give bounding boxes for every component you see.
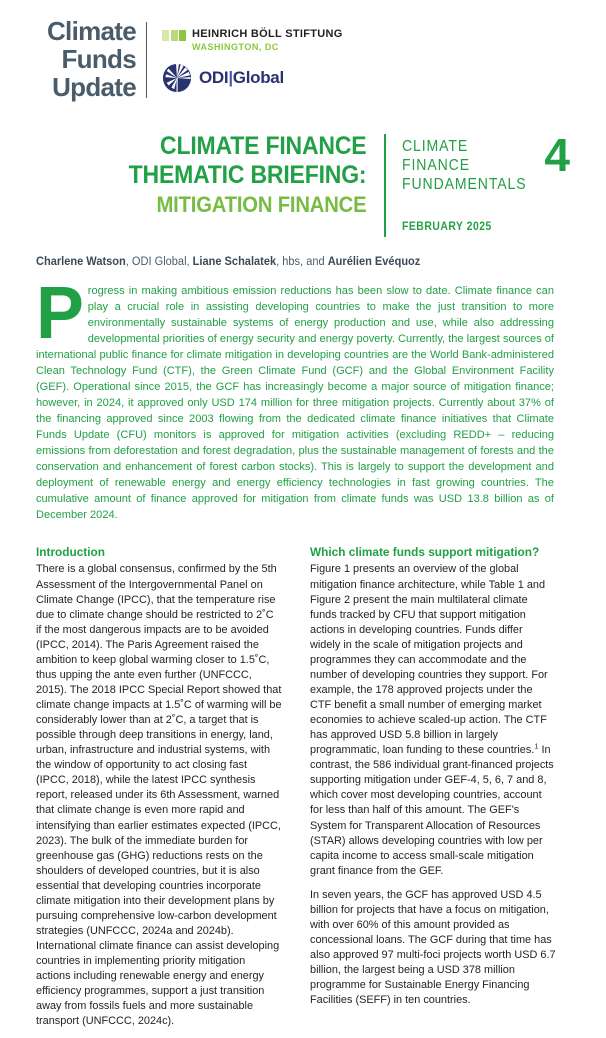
left-column [36, 545, 288, 1038]
odi-globe-icon [162, 63, 192, 93]
odi-wordmark: ODI|Global [199, 67, 284, 87]
author-3-name: Aurélien Evéquoz [327, 256, 421, 268]
title-band [36, 129, 570, 237]
introduction-paragraph: There is a global consensus, confirmed by the 5th Assessment of the Intergovernmental Panel on Climate Change (IPCC), that the temperature rise due to climate change should be restricted to 2˚C if the most dangerous impacts are to be avoided (IPCC, 2014). The Paris Agreement raised the ambition to keep global warming closer to 1.5˚C, thus upping the ante even further (UNFCCC, 2015). The 2018 IPCC Special Report showed that climate change impacts at 1.5˚C of warming will be considerably lower than at 2˚C, a target that is possible through deep transitions in energy, land, urban, infrastructure and industrial systems, with the window of opportunity to act closing fast (IPCC, 2018), while the latest IPCC synthesis report, released under its 6th Assessment, warned that climate change is even more rapid and intensifying than earlier estimates expected (IPCC, 2023). The bulk of the immediate burden for greenhouse gas (GHG) reductions rests on the shoulders of developed countries, but it is also essential that developing countries incorporate climate mitigation into their development plans by pursuing comprehensive low-carbon development strategies (UNFCCC, 2024a and 2024b). International climate finance can assist developing countries in implementing priority mitigation actions including renewable energy and energy efficiency programmes, support a just transition away from fossils fuels and more sustainable transport (UNFCCC, 2024c). [36, 563, 282, 1028]
footnote-marker: 1 [534, 741, 539, 751]
climate-funds-update-logo [36, 18, 146, 101]
series-label-row [401, 129, 570, 195]
intro-paragraph [36, 270, 554, 524]
issue-date: FEBRUARY 2025 [401, 220, 492, 233]
hbs-name: HEINRICH BÖLL STIFTUNG [192, 28, 343, 40]
body-columns [36, 545, 570, 1038]
which-funds-text-after-note: In contrast, the 586 individual grant-financed projects supporting mitigation under GEF-4, 5, 6, 7 and 8, which cover most developing countries, account for less than half of this amount. The GEF's System for Transparent Allocation of Resources (STAR) allows developing countries with low per capita income to access small-scale mitigation grant finance from the GEF. [310, 744, 554, 877]
author-2-org: , hbs, and [276, 256, 328, 268]
brand-line-2: Funds [61, 43, 136, 74]
series-block [386, 129, 570, 237]
brand-line-1: Climate [46, 16, 136, 46]
brand-line-3: Update [52, 71, 136, 102]
which-funds-text-before-note: Figure 1 presents an overview of the global mitigation finance architecture, while Table 1 and Figure 2 present the main multilateral climate funds tracked by CFU that support mitigation actions in developing countries. Funds differ widely in the scale of mitigation projects and programmes they can accommodate and the number of developing countries they support. For example, the 178 approved projects under the CTF benefit a small number of emerging market economies to achieve scaled-up action. The CTF has approved USD 5.8 billion in largely programmatic, loan funding to these countries. [310, 563, 548, 757]
which-funds-paragraph-1 [310, 562, 556, 878]
series-number: 4 [544, 129, 570, 181]
author-1-name: Charlene Watson [36, 256, 126, 268]
author-1-org: , ODI Global, [125, 256, 193, 268]
author-2-name: Liane Schalatek [192, 256, 277, 268]
which-funds-heading: Which climate funds support mitigation? [310, 545, 540, 560]
partner-logos [147, 18, 570, 93]
title-left [36, 132, 384, 237]
right-column [310, 545, 562, 1038]
introduction-heading: Introduction [36, 545, 105, 560]
series-label-line-3: FUNDAMENTALS [401, 175, 527, 193]
briefing-subtitle: MITIGATION FINANCE [156, 192, 367, 217]
title-line-1: CLIMATE FINANCE [160, 132, 367, 160]
briefing-title [62, 132, 366, 190]
heinrich-boll-stiftung-logo [162, 28, 570, 53]
odi-global-logo [162, 63, 570, 93]
intro-dropcap: P [36, 270, 84, 354]
which-funds-paragraph-2: In seven years, the GCF has approved USD 4.5 billion for projects that have a focus on mitigation, with over 60% of this amount provided as concessional loans. The GCF during that time has also approved 97 multi-foci projects worth USD 6.7 billion, the largest being a USD 378 million programme for Sustainable Energy Financing Facilities (SEFF) in ten countries. [310, 888, 556, 1007]
hbs-squares-icon [162, 30, 186, 41]
series-label [402, 138, 527, 195]
series-label-line-1: CLIMATE [401, 138, 469, 155]
masthead [36, 0, 570, 104]
authors-line [36, 255, 549, 270]
series-label-line-2: FINANCE [401, 156, 470, 174]
hbs-location: WASHINGTON, DC [192, 42, 279, 53]
intro-text: rogress in making ambitious emission reductions has been slow to date. Climate finance can play a crucial role in assisting developing countries to make the just transition to more environmentally sustainable systems of energy production and use, while also addressing developmental priorities of energy security and energy poverty. Currently, the largest sources of international public finance for climate mitigation in developing countries are the World Bank-administered Clean Technology Fund (CTF), the Green Climate Fund (GCF) and the Global Environment Facility (GEF). Operational since 2015, the GCF has increasingly become a major source of mitigation finance; however, in 2024, it approved only USD 174 million for three mitigation projects. Currently about 37% of the financing approved since 2003 flowing from the dedicated climate finance initiatives that Climate Funds Update (CFU) monitors is approved for mitigation activities (excluding REDD+ – reducing emissions from deforestation and forest degradation, plus the sustainable management of forests and the conservation and enhancement of forest carbon stocks). This is largely to support the development and deployment of renewable energy and energy efficiency technologies in fast growing countries. The cumulative amount of finance approved for mitigation from climate funds was USD 13.8 billion as of December 2024. [36, 284, 554, 521]
title-line-2: THEMATIC BRIEFING: [128, 161, 367, 189]
